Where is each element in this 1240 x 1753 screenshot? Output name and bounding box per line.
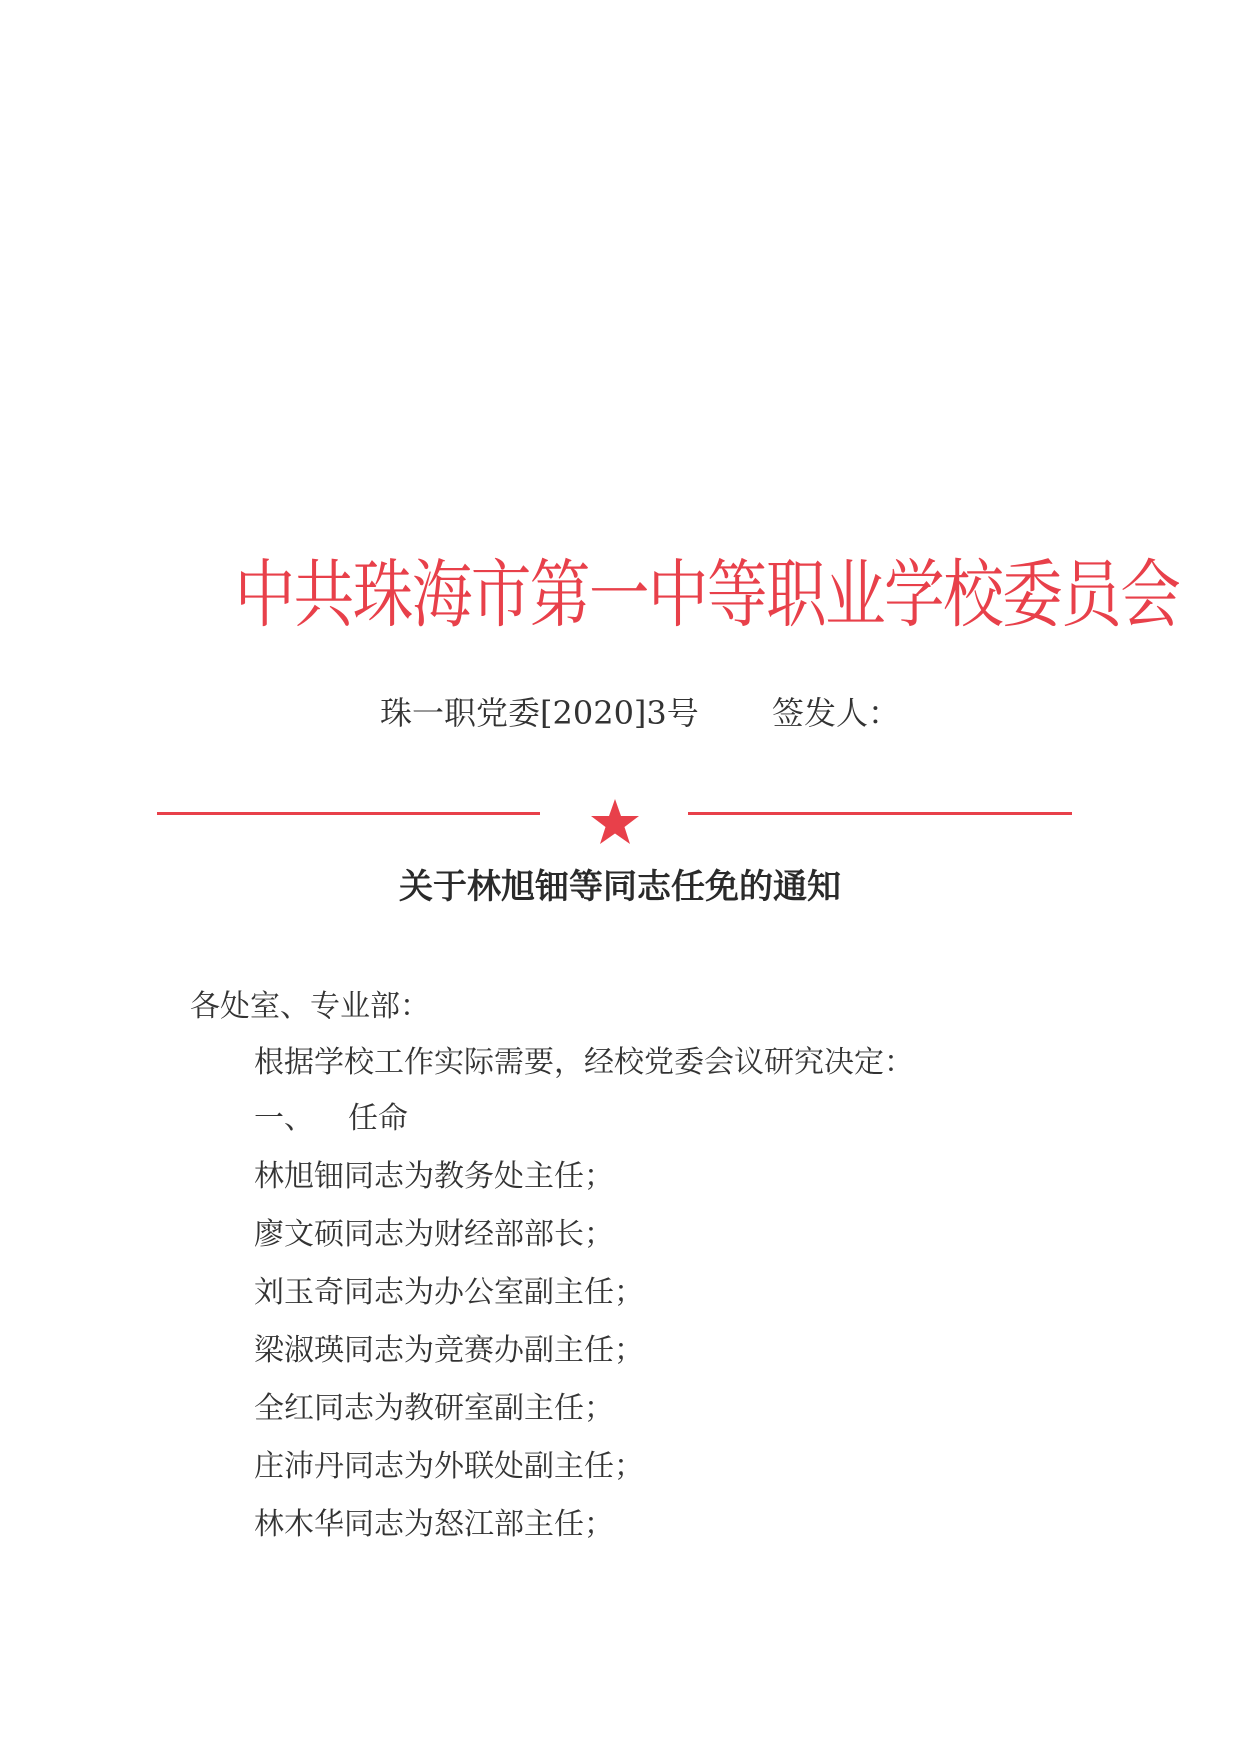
salutation: 各处室、专业部：: [190, 989, 430, 1024]
appointment-item: 全红同志为教研室副主任；: [254, 1391, 614, 1426]
section-heading: [254, 1097, 408, 1141]
document-number: 珠一职党委[2020]3号: [380, 694, 699, 732]
section-label: 任命: [348, 1101, 408, 1136]
separator-line-left: [157, 812, 540, 815]
document-meta: [0, 688, 1240, 738]
appointment-item: 林木华同志为怒江部主任；: [254, 1507, 614, 1542]
appointment-item: 庄沛丹同志为外联处副主任；: [254, 1449, 644, 1484]
appointment-item: 林旭钿同志为教务处主任；: [254, 1159, 614, 1194]
section-number: 一、: [254, 1101, 314, 1136]
appointment-item: 廖文硕同志为财经部部长；: [254, 1217, 614, 1252]
star-icon: [590, 798, 640, 846]
separator-line-right: [688, 812, 1072, 815]
intro-paragraph: 根据学校工作实际需要，经校党委会议研究决定：: [254, 1045, 914, 1080]
appointment-item: 刘玉奇同志为办公室副主任；: [254, 1275, 644, 1310]
appointment-item: 梁淑瑛同志为竞赛办副主任；: [254, 1333, 644, 1368]
signer-label: 签发人：: [772, 694, 901, 732]
organization-title: 中共珠海市第一中等职业学校委员会: [234, 552, 1180, 638]
notice-title: 关于林旭钿等同志任免的通知: [399, 867, 841, 907]
